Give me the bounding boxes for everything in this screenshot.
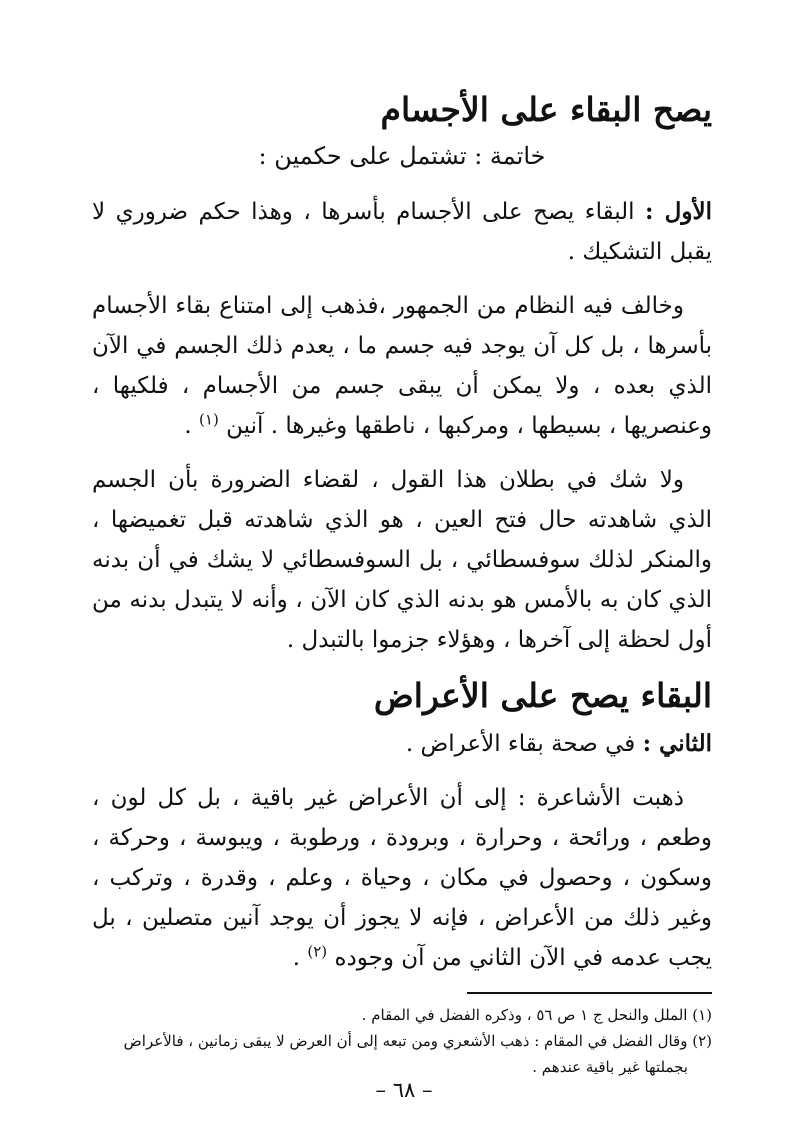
nazzam-view-text: وخالف فيه النظام من الجمهور ،فذهب إلى امتناع بقاء الأجسام بأسرها ، بل كل آن يوجد فيه جسم ما ، يعدم ذلك الجسم في الآن الذي بعده ، ولا يمكن أن يبقى جسم من الأجسام ، فلكيها ، وعنصريها ، بسيطها ، ومركبها ، ناطقها وغيرها . آنين (92, 293, 712, 439)
nazzam-view-end: . (184, 413, 200, 439)
footnote-2 (92, 1028, 712, 1054)
conclusion-subheading: خاتمة : تشتمل على حكمين : (258, 142, 546, 170)
second-ruling-text: في صحة بقاء الأعراض . (405, 731, 643, 757)
footnote-2-mark: (٢) (692, 1032, 712, 1050)
footnote-1-mark: (١) (692, 1006, 712, 1024)
first-ruling-label: الأول : (645, 198, 712, 225)
second-ruling-label: الثاني : (642, 730, 712, 757)
paragraph-refutation (92, 460, 712, 660)
footnote-2-text: وقال الفضل في المقام : ذهب الأشعري ومن تبعه إلى أن العرض لا يبقى زمانين ، فالأعراض (123, 1032, 693, 1050)
footnote-2-continuation: بجملتها غير باقية عندهم . (532, 1058, 688, 1076)
section-heading-bodies: يصح البقاء على الأجسام (380, 90, 712, 129)
ashari-view-text: ذهبت الأشاعرة : إلى أن الأعراض غير باقية ، بل كل لون ، وطعم ، ورائحة ، وحرارة ، وبرودة ، ورطوبة ، ويبوسة ، وحركة ، وسكون ، وحصول في مكان ، وحياة ، وعلم ، وقدرة ، وتركب ، وغير ذلك من الأعراض ، فإنه لا يجوز أن يوجد آنين متصلين ، بل يجب عدمه في الآن الثاني من آن وجوده (92, 785, 712, 971)
page-number: – ٦٨ – (375, 1078, 433, 1102)
footnote-1 (92, 1002, 712, 1028)
paragraph-ashari-view (92, 778, 712, 978)
paragraph-second-ruling (92, 724, 712, 764)
footnote-divider (467, 992, 712, 994)
first-ruling-text: البقاء يصح على الأجسام بأسرها ، وهذا حكم ضروري لا يقبل التشكيك . (92, 199, 712, 265)
refutation-text: ولا شك في بطلان هذا القول ، لقضاء الضرورة بأن الجسم الذي شاهدته حال فتح العين ، هو الذي شاهدته قبل تغميضها ، والمنكر لذلك سوفسطائي ، بل السوفسطائي لا يشك في أن بدنه الذي كان به بالأمس هو بدنه الذي كان الآن ، وأنه لا يتبدل بدنه من أول لحظة إلى آخرها ، وهؤلاء جزموا بالتبدل . (92, 467, 712, 653)
paragraph-first-ruling (92, 192, 712, 272)
paragraph-nazzam-view (92, 286, 712, 446)
footnote-ref-2[interactable]: (٢) (307, 942, 328, 961)
footnote-ref-1[interactable]: (١) (199, 410, 219, 429)
footnote-1-text: الملل والنحل ج ١ ص ٥٦ ، وذكره الفضل في المقام . (361, 1006, 693, 1024)
ashari-view-end: . (292, 945, 308, 971)
footnotes (92, 1002, 712, 1080)
section-heading-accidents: البقاء يصح على الأعراض (373, 676, 712, 715)
